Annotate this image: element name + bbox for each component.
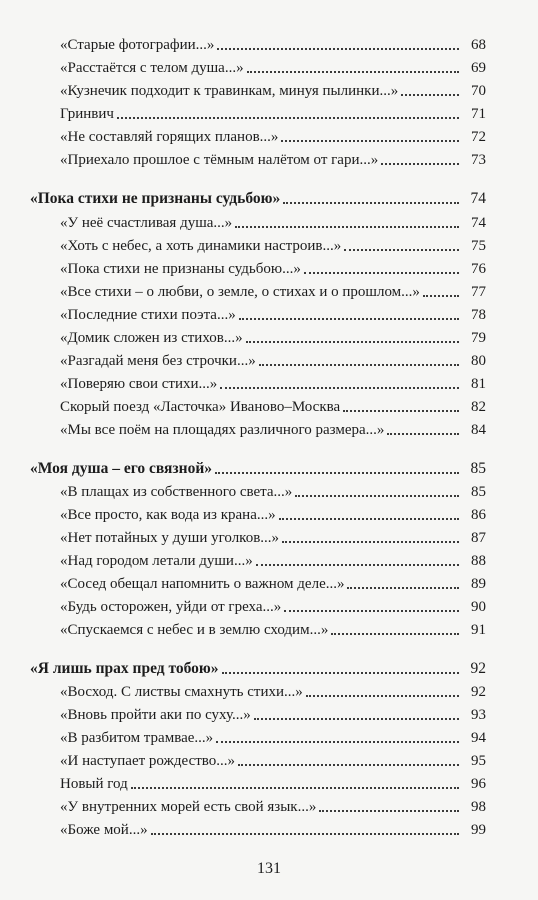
entry-page-number: 95 (471, 753, 486, 769)
dot-leader (331, 633, 459, 635)
entry-page-number: 92 (471, 684, 486, 700)
dot-leader (217, 48, 459, 50)
entry-page-number: 70 (471, 83, 486, 99)
entry-page-number: 74 (471, 215, 486, 231)
toc-entry (60, 348, 486, 370)
dot-leader (284, 610, 459, 612)
toc-section-heading (30, 456, 486, 478)
dot-leader (343, 410, 459, 412)
dot-leader (319, 810, 459, 812)
toc-entry (60, 702, 486, 724)
entry-page-number: 81 (471, 376, 486, 392)
entry-page-number: 98 (471, 799, 486, 815)
entry-page-number: 75 (471, 238, 486, 254)
entry-title: «Последние стихи поэта...» (60, 307, 236, 323)
dot-leader (256, 564, 459, 566)
entry-title: «Все просто, как вода из крана...» (60, 507, 276, 523)
entry-page-number: 78 (471, 307, 486, 323)
section-title: «Я лишь прах пред тобою» (30, 660, 219, 677)
entry-title: Новый год (60, 776, 128, 792)
entry-page-number: 85 (470, 460, 486, 477)
dot-leader (131, 787, 459, 789)
entry-page-number: 93 (471, 707, 486, 723)
toc-entry (60, 279, 486, 301)
dot-leader (347, 587, 459, 589)
dot-leader (282, 541, 459, 543)
toc-section-heading (30, 656, 486, 678)
entry-title: «Сосед обещал напомнить о важном деле...» (60, 576, 345, 592)
entry-title: «Кузнечик подходит к травинкам, минуя пылинки...» (60, 83, 399, 99)
section-title: «Пока стихи не признаны судьбою» (30, 190, 281, 207)
entry-page-number: 82 (471, 399, 486, 415)
dot-leader (246, 341, 459, 343)
dot-leader (381, 163, 459, 165)
entry-title: «Разгадай меня без строчки...» (60, 353, 256, 369)
entry-title: «Приехало прошлое с тёмным налётом от гари...» (60, 152, 379, 168)
toc-entry (60, 548, 486, 570)
dot-leader (117, 117, 459, 119)
toc-entry (60, 55, 486, 77)
toc-entry (60, 417, 486, 439)
entry-title: «Все стихи – о любви, о земле, о стихах и о прошлом...» (60, 284, 420, 300)
toc-entry (60, 78, 486, 100)
dot-leader (283, 202, 459, 204)
toc-entry (60, 101, 486, 123)
toc-entry (60, 325, 486, 347)
toc-entry (60, 124, 486, 146)
entry-page-number: 84 (471, 422, 486, 438)
entry-title: «В разбитом трамвае...» (60, 730, 214, 746)
entry-title: Скорый поезд «Ласточка» Иваново–Москва (60, 399, 341, 415)
dot-leader (423, 295, 459, 297)
entry-title: «Расстаётся с телом душа...» (60, 60, 244, 76)
entry-page-number: 85 (471, 484, 486, 500)
entry-title: «Восход. С листвы смахнуть стихи...» (60, 684, 303, 700)
toc-entry (60, 725, 486, 747)
entry-title: «У неё счастливая душа...» (60, 215, 233, 231)
entry-page-number: 79 (471, 330, 486, 346)
toc-entry (60, 256, 486, 278)
dot-leader (216, 741, 459, 743)
entry-title: «Боже мой...» (60, 822, 148, 838)
entry-title: «И наступает рождество...» (60, 753, 236, 769)
dot-leader (344, 249, 459, 251)
dot-leader (387, 433, 459, 435)
entry-page-number: 88 (471, 553, 486, 569)
dot-leader (239, 318, 459, 320)
entry-page-number: 74 (470, 190, 486, 207)
entry-page-number: 68 (471, 37, 486, 53)
toc-entry (60, 748, 486, 770)
toc-entry (60, 371, 486, 393)
entry-page-number: 73 (471, 152, 486, 168)
toc-entry (60, 210, 486, 232)
entry-title: «Нет потайных у души уголков...» (60, 530, 280, 546)
dot-leader (215, 472, 459, 474)
entry-page-number: 92 (470, 660, 486, 677)
dot-leader (254, 718, 459, 720)
dot-leader (151, 833, 459, 835)
entry-page-number: 96 (471, 776, 486, 792)
dot-leader (279, 518, 459, 520)
dot-leader (281, 140, 459, 142)
toc-entry (60, 679, 486, 701)
entry-title: «У внутренних морей есть свой язык...» (60, 799, 317, 815)
entry-page-number: 99 (471, 822, 486, 838)
entry-page-number: 72 (471, 129, 486, 145)
entry-title: «Будь осторожен, уйди от греха...» (60, 599, 282, 615)
toc-entry (60, 617, 486, 639)
entry-page-number: 76 (471, 261, 486, 277)
toc-entry (60, 571, 486, 593)
entry-title: «Хоть с небес, а хоть динамики настроив...» (60, 238, 342, 254)
entry-page-number: 87 (471, 530, 486, 546)
entry-page-number: 90 (471, 599, 486, 615)
entry-page-number: 91 (471, 622, 486, 638)
toc-entry (60, 502, 486, 524)
toc-entry (60, 32, 486, 54)
dot-leader (259, 364, 459, 366)
toc-entry (60, 394, 486, 416)
entry-title: «Над городом летали души...» (60, 553, 253, 569)
entry-title: Гринвич (60, 106, 114, 122)
toc-entry (60, 594, 486, 616)
entry-title: «Старые фотографии...» (60, 37, 215, 53)
dot-leader (304, 272, 459, 274)
page-number: 131 (257, 860, 281, 877)
dot-leader (306, 695, 459, 697)
dot-leader (235, 226, 459, 228)
toc-entry (60, 302, 486, 324)
entry-page-number: 86 (471, 507, 486, 523)
entry-title: «В плащах из собственного света...» (60, 484, 293, 500)
entry-title: «Домик сложен из стихов...» (60, 330, 243, 346)
entry-title: «Спускаемся с небес и в землю сходим...» (60, 622, 329, 638)
entry-page-number: 89 (471, 576, 486, 592)
toc-entry (60, 771, 486, 793)
dot-leader (247, 71, 459, 73)
entry-page-number: 94 (471, 730, 486, 746)
entry-page-number: 71 (471, 106, 486, 122)
toc-entry (60, 817, 486, 839)
entry-page-number: 80 (471, 353, 486, 369)
toc-entry (60, 794, 486, 816)
entry-page-number: 77 (471, 284, 486, 300)
dot-leader (238, 764, 459, 766)
dot-leader (295, 495, 459, 497)
entry-title: «Пока стихи не признаны судьбою...» (60, 261, 301, 277)
toc-entry (60, 233, 486, 255)
dot-leader (401, 94, 459, 96)
entry-title: «Не составляй горящих планов...» (60, 129, 279, 145)
toc-entry (60, 479, 486, 501)
toc-section-heading (30, 186, 486, 208)
toc-entry (60, 525, 486, 547)
entry-title: «Поверяю свои стихи...» (60, 376, 218, 392)
dot-leader (220, 387, 459, 389)
toc-entry (60, 147, 486, 169)
entry-page-number: 69 (471, 60, 486, 76)
dot-leader (222, 672, 459, 674)
entry-title: «Вновь пройти аки по суху...» (60, 707, 251, 723)
entry-title: «Мы все поём на площадях различного размера...» (60, 422, 385, 438)
section-title: «Моя душа – его связной» (30, 460, 212, 477)
